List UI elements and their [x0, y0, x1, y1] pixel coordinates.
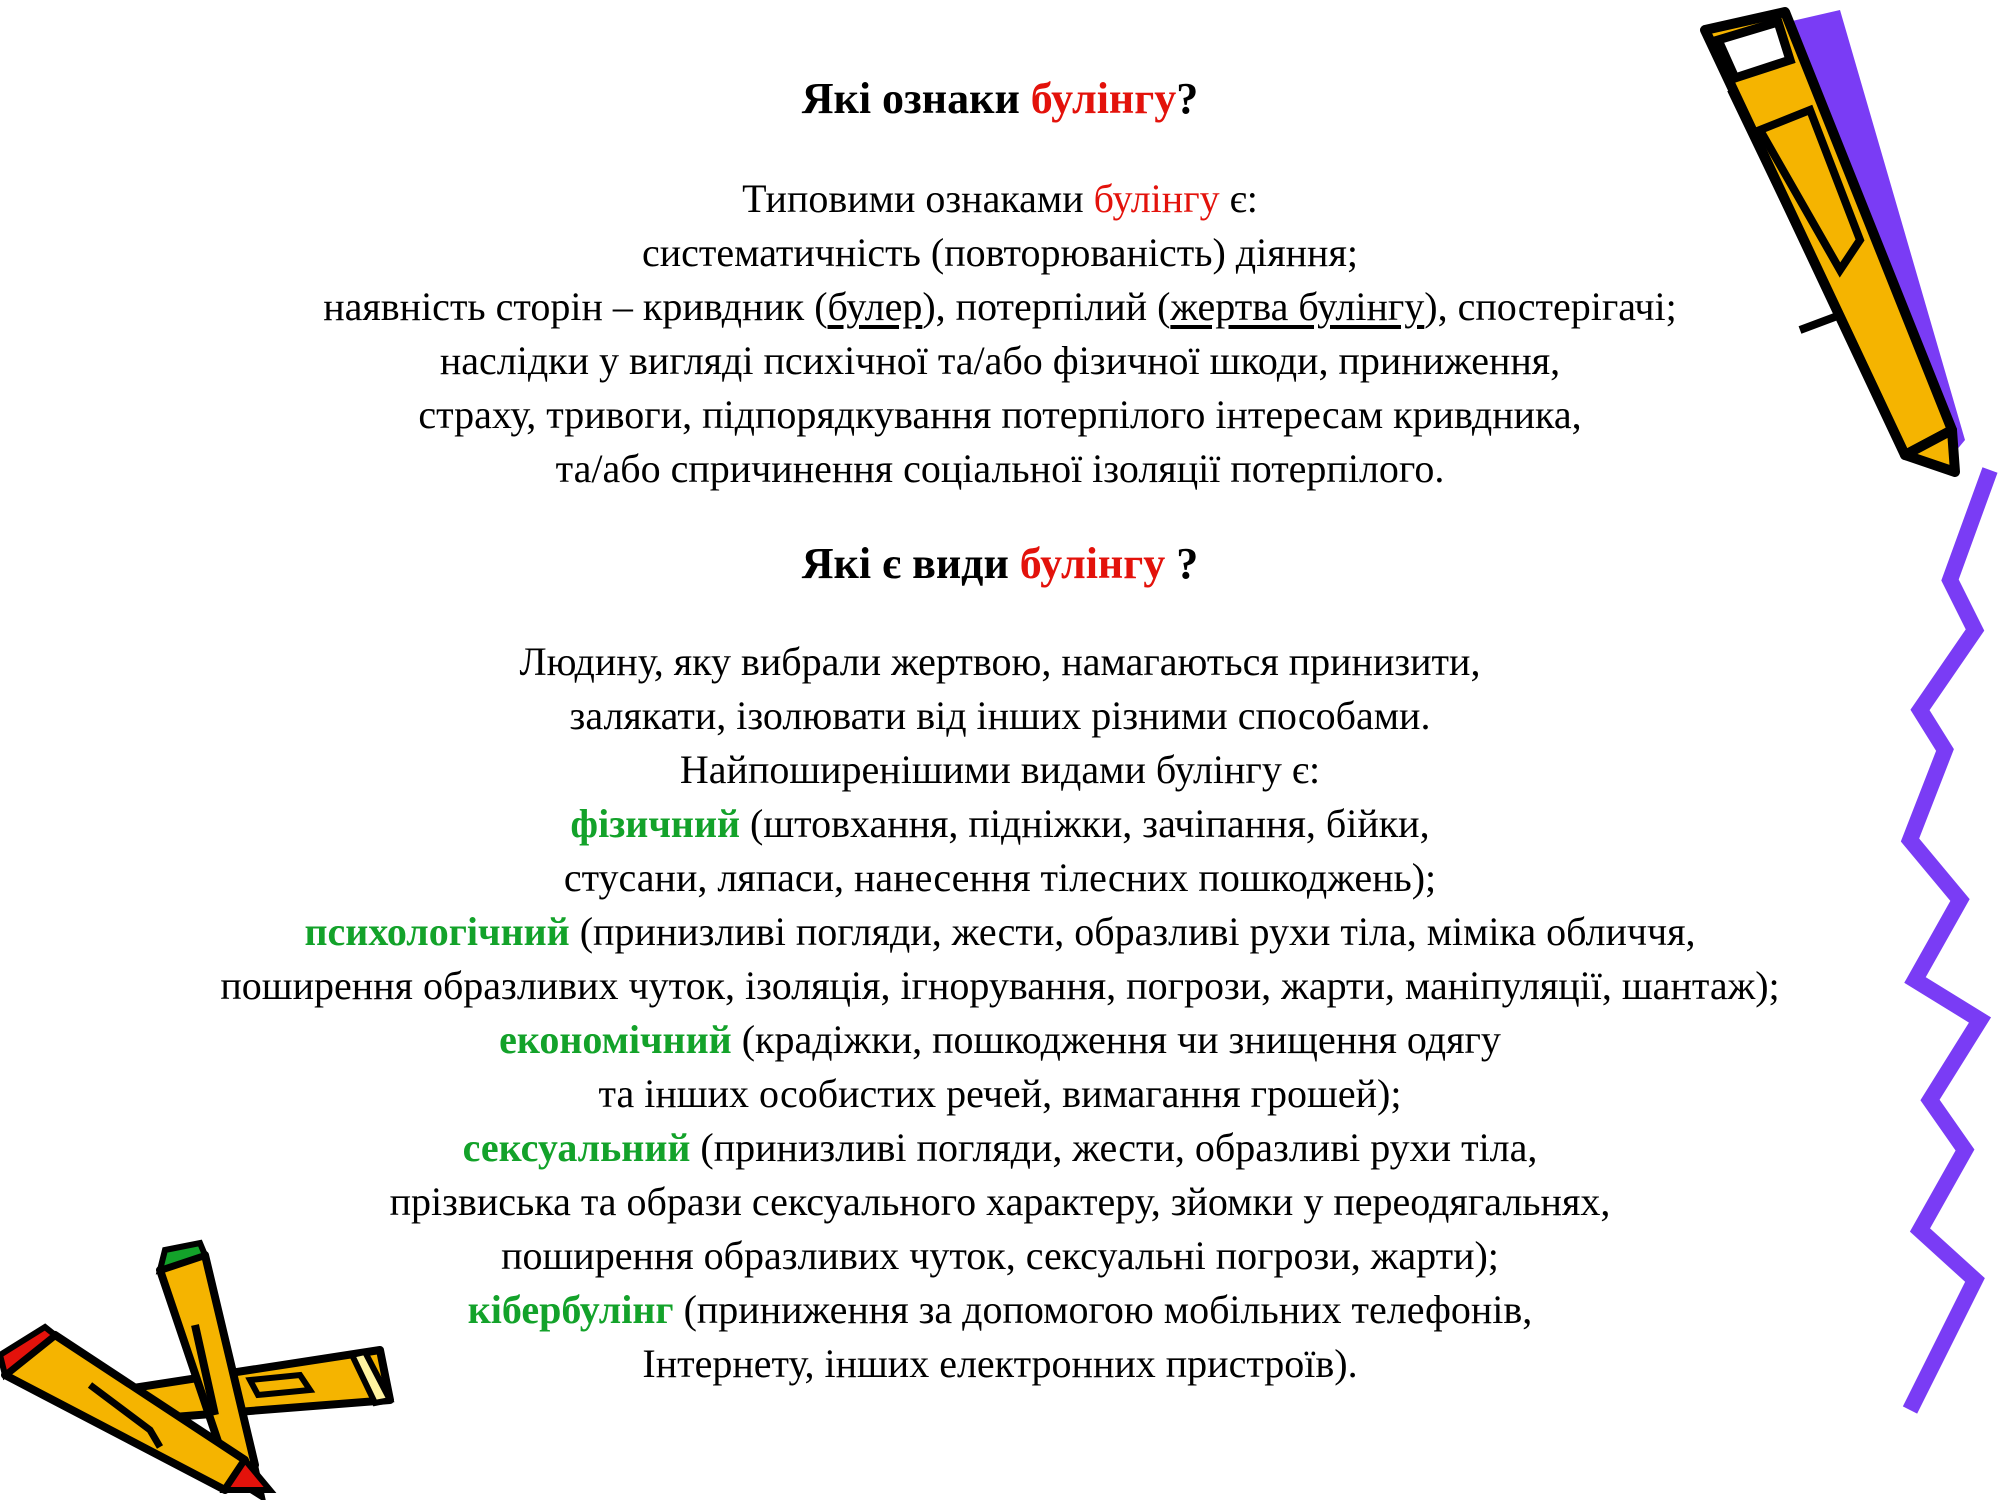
type-economic-desc: та інших особистих речей, вимагання грошей); — [598, 1071, 1402, 1116]
heading-types: Які є види булінгу ? — [801, 539, 1199, 588]
type-sexual: сексуальний (принизливі погляди, жести, образливі рухи тіла, — [462, 1125, 1538, 1170]
types-intro-2: залякати, ізолювати від інших різними способами. — [569, 693, 1431, 738]
type-sexual-desc-2: поширення образливих чуток, сексуальні погрози, жарти); — [501, 1233, 1499, 1278]
type-psychological: психологічний (принизливі погляди, жести, образливі рухи тіла, міміка обличчя, — [304, 909, 1696, 954]
type-cyber-desc: Інтернету, інших електронних пристроїв). — [642, 1341, 1358, 1386]
type-economic: економічний (крадіжки, пошкодження чи знищення одягу — [499, 1017, 1501, 1062]
signs-item-1: систематичність (повторюваність) діяння; — [642, 230, 1358, 275]
type-cyber: кібербулінг (приниження за допомогою мобільних телефонів, — [467, 1287, 1533, 1332]
types-intro-1: Людину, яку вибрали жертвою, намагаються принизити, — [519, 639, 1481, 684]
signs-item-4: страху, тривоги, підпорядкування потерпілого інтересам кривдника, — [418, 392, 1582, 437]
signs-item-2: наявність сторін – кривдник (булер), потерпілий (жертва булінгу), спостерігачі; — [323, 284, 1677, 329]
type-physical-desc: стусани, ляпаси, нанесення тілесних пошкоджень); — [563, 855, 1437, 900]
type-psychological-desc: поширення образливих чуток, ізоляція, ігнорування, погрози, жарти, маніпуляції, шантаж); — [220, 963, 1780, 1008]
squiggle-line — [1890, 460, 2000, 1420]
type-physical: фізичний (штовхання, підніжки, зачіпання, бійки, — [570, 801, 1430, 846]
heading-signs: Які ознаки булінгу? — [801, 74, 1199, 123]
types-intro-3: Найпоширенішими видами булінгу є: — [679, 747, 1321, 792]
signs-intro: Типовими ознаками булінгу є: — [742, 176, 1258, 221]
signs-item-5: та/або спричинення соціальної ізоляції потерпілого. — [555, 446, 1445, 491]
signs-item-3: наслідки у вигляді психічної та/або фізичної шкоди, приниження, — [439, 338, 1561, 383]
type-sexual-desc-1: прізвиська та образи сексуального характеру, зйомки у переодягальнях, — [389, 1179, 1611, 1224]
